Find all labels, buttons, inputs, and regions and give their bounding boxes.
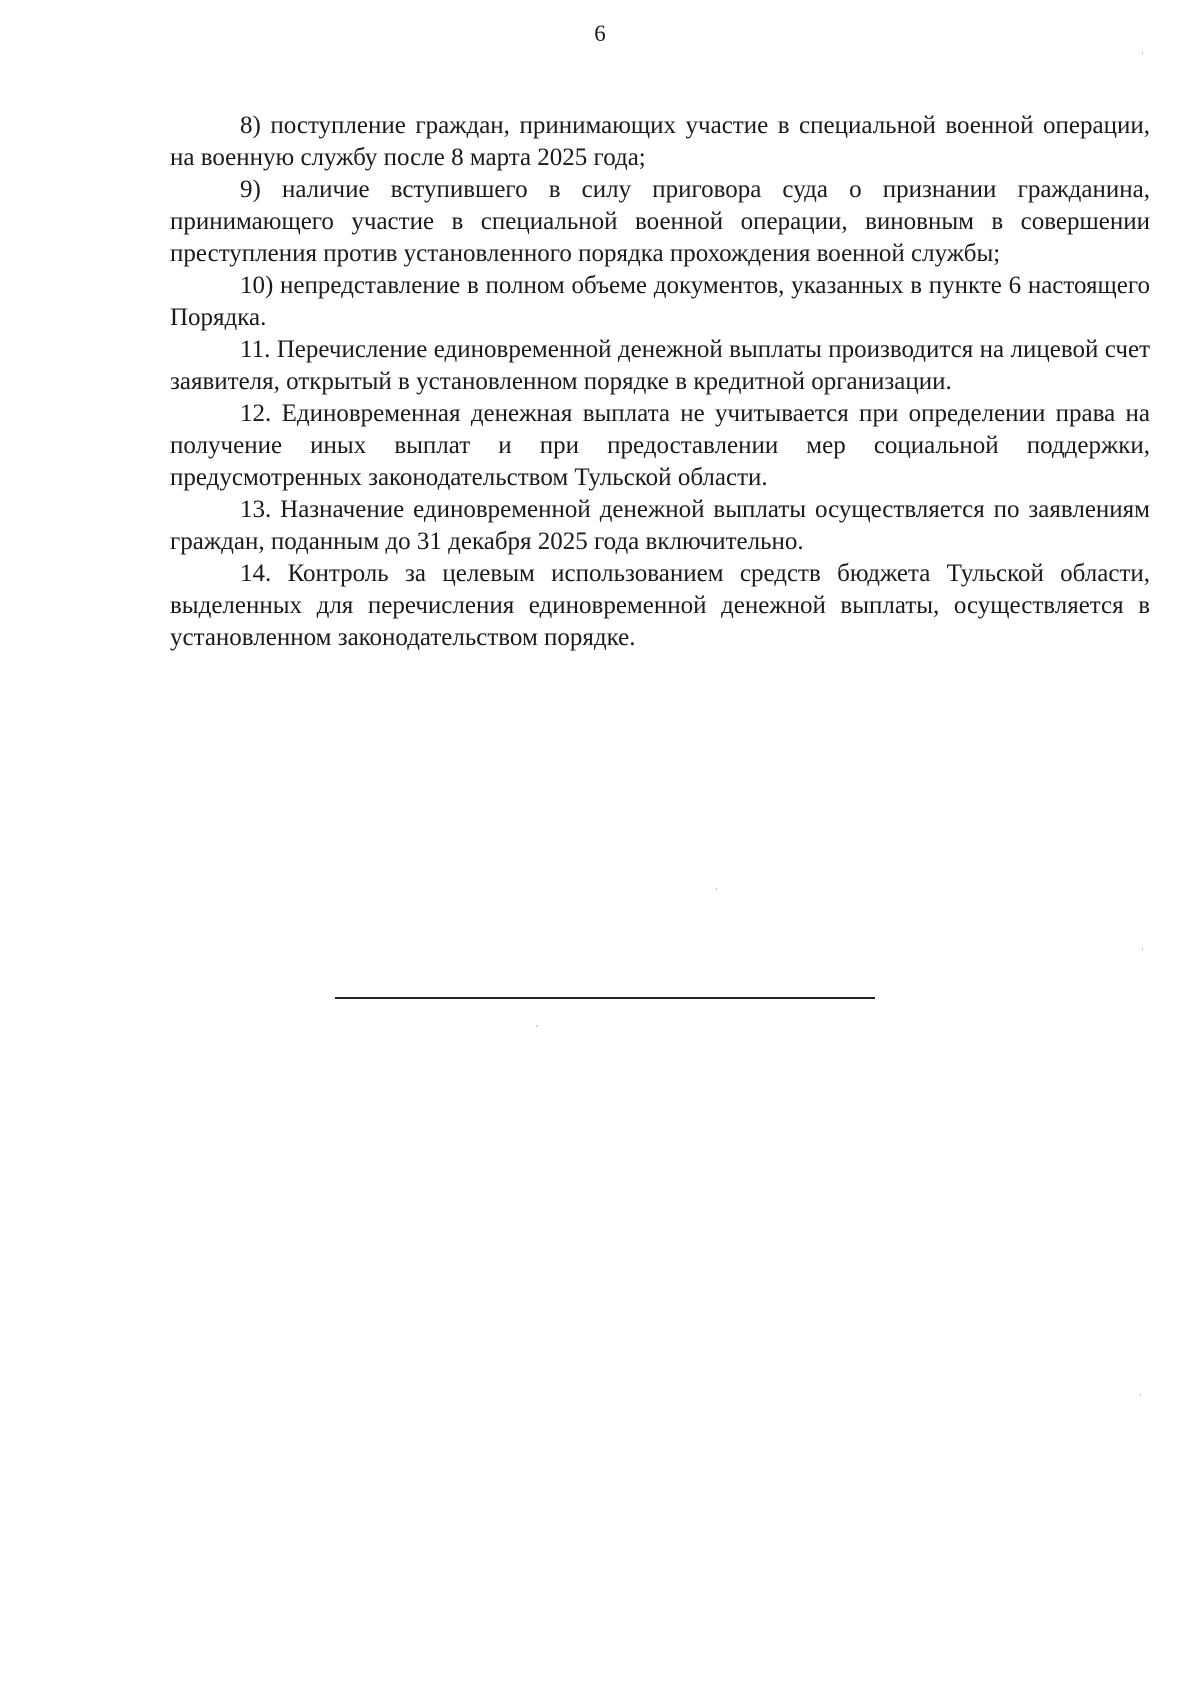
paragraph-item-9: 9) наличие вступившего в силу приговора суда о признании гражданина, принимающего участие в специальной военной операции, виновным в совершении преступления против установленного порядка прохождения военной службы; (170, 176, 1150, 267)
paragraph-12: 12. Единовременная денежная выплата не учитывается при определении права на получение иных выплат и при предоставлении мер социальной поддержки, предусмотренных законодательством Тульской области. (170, 400, 1150, 491)
paragraph-item-8: 8) поступление граждан, принимающих участие в специальной военной операции, на военную службу после 8 марта 2025 года; (170, 112, 1150, 171)
page-number: 6 (594, 21, 606, 46)
document-body (170, 110, 1150, 654)
scan-speck (1142, 52, 1143, 54)
scan-speck (1142, 948, 1143, 950)
paragraph-item-10: 10) непредставление в полном объеме документов, указанных в пункте 6 настоящего Порядка. (170, 272, 1150, 331)
paragraph-11: 11. Перечисление единовременной денежной выплаты производится на лицевой счет заявителя, открытый в установленном порядке в кредитной организации. (170, 336, 1150, 395)
end-of-document-divider (335, 997, 875, 999)
paragraph-13: 13. Назначение единовременной денежной выплаты осуществляется по заявлениям граждан, поданным до 31 декабря 2025 года включительно. (170, 496, 1150, 555)
scan-speck (1140, 1394, 1141, 1396)
scan-speck (536, 1025, 538, 1027)
paragraph-14: 14. Контроль за целевым использованием средств бюджета Тульской области, выделенных для перечисления единовременной денежной выплаты, осуществляется в установленном законодательством порядке. (170, 560, 1150, 651)
scan-speck (716, 888, 717, 890)
